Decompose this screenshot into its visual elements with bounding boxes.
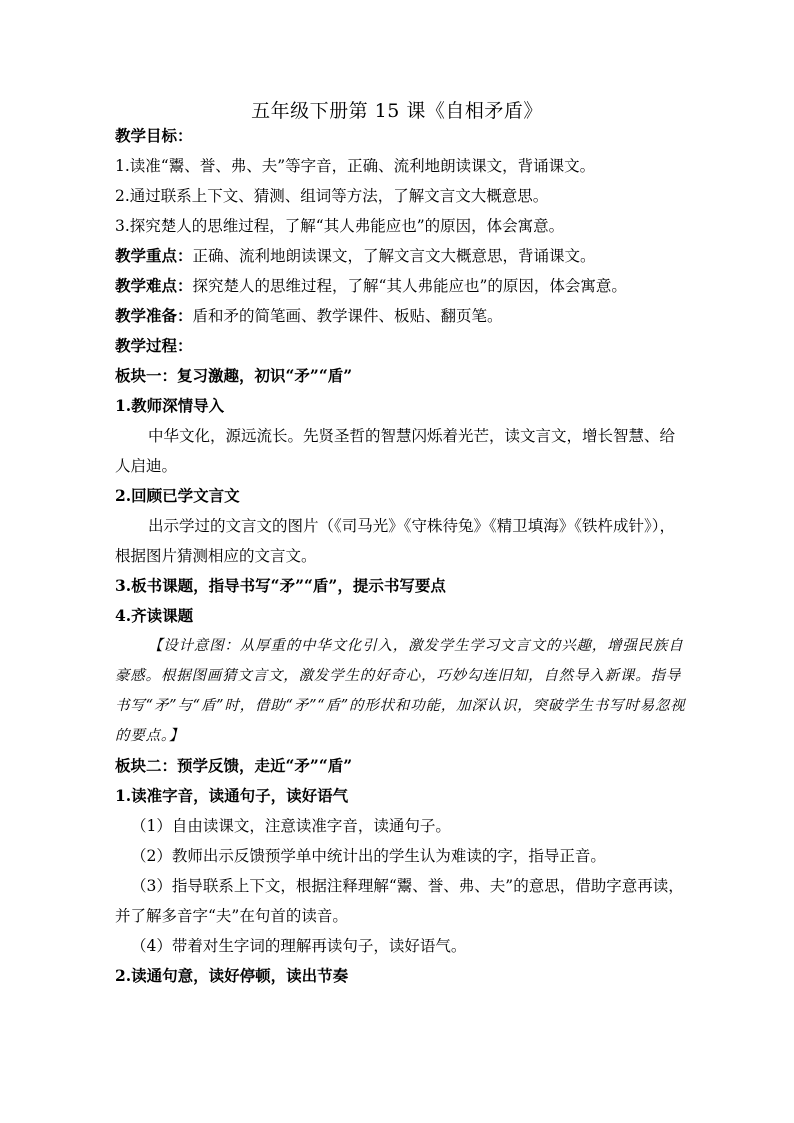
page-title: 五年级下册第 15 课《自相矛盾》 [251, 100, 543, 122]
block1-step2-title: 2.回顾已学文言文 [115, 486, 240, 505]
block2-step1-title: 1.读准字音，读通句子，读好语气 [115, 786, 349, 805]
difficulties [115, 271, 690, 301]
objectives-heading: 教学目标： [115, 126, 193, 145]
block2-step2-title: 2.读通句意，读好停顿，读出节奏 [115, 966, 349, 985]
objective-item: 3.探究楚人的思维过程，了解“其人弗能应也”的原因，体会寓意。 [115, 217, 565, 235]
block1-step1-text: 中华文化，源远流长。先贤圣哲的智慧闪烁着光芒，读文言文，增长智慧、给人启迪。 [115, 427, 676, 475]
key-points [115, 241, 690, 271]
document-body [115, 121, 690, 991]
preparation-label: 教学准备： [115, 306, 193, 325]
block1-step4-title: 4.齐读课题 [115, 606, 194, 625]
preparation-text: 盾和矛的简笔画、教学课件、板贴、翻页笔。 [192, 307, 503, 325]
block2-heading: 板块二：预学反馈，走近“矛”“盾” [115, 756, 353, 775]
block1-step2-text: 出示学过的文言文的图片（《司马光》《守株待兔》《精卫填海》《铁杵成针》），根据图片猜测相应的文言文。 [115, 517, 676, 565]
process-heading: 教学过程： [115, 336, 193, 355]
key-points-text: 正确、流利地朗读课文，了解文言文大概意思，背诵课文。 [192, 247, 596, 265]
block1-heading: 板块一：复习激趣，初识“矛”“盾” [115, 366, 353, 385]
block1-step1-title: 1.教师深情导入 [115, 396, 225, 415]
block1-step3-title: 3.板书课题，指导书写“矛”“盾”，提示书写要点 [115, 576, 446, 595]
difficulties-label: 教学难点： [115, 276, 193, 295]
key-points-label: 教学重点： [115, 246, 193, 265]
block2-sub-item: （4）带着对生字词的理解再读句子，读好语气。 [131, 937, 467, 955]
difficulties-text: 探究楚人的思维过程，了解“其人弗能应也”的原因，体会寓意。 [192, 277, 627, 295]
preparation [115, 301, 690, 331]
block2-sub-item: （1）自由读课文，注意读准字音，读通句子。 [131, 817, 451, 835]
block2-sub-item: （3）指导联系上下文，根据注释理解“鬻、誉、弗、夫”的意思，借助字意再读，并了解多音字“夫”在句首的读音。 [115, 877, 684, 925]
objective-item: 2.通过联系上下文、猜测、组词等方法，了解文言文大概意思。 [115, 187, 549, 205]
objective-item: 1.读准“鬻、誉、弗、夫”等字音，正确、流利地朗读课文，背诵课文。 [115, 157, 596, 175]
design-note: 【设计意图：从厚重的中华文化引入，激发学生学习文言文的兴趣，增强民族自豪感。根据图画猜文言文，激发学生的好奇心，巧妙勾连旧知，自然导入新课。指导书写“矛”与“盾”时，借助“矛”“盾”的形状和功能，加深认识，突破学生书写时易忽视的要点。】 [115, 638, 686, 744]
block2-sub-item: （2）教师出示反馈预学单中统计出的学生认为难读的字，指导正音。 [131, 847, 606, 865]
